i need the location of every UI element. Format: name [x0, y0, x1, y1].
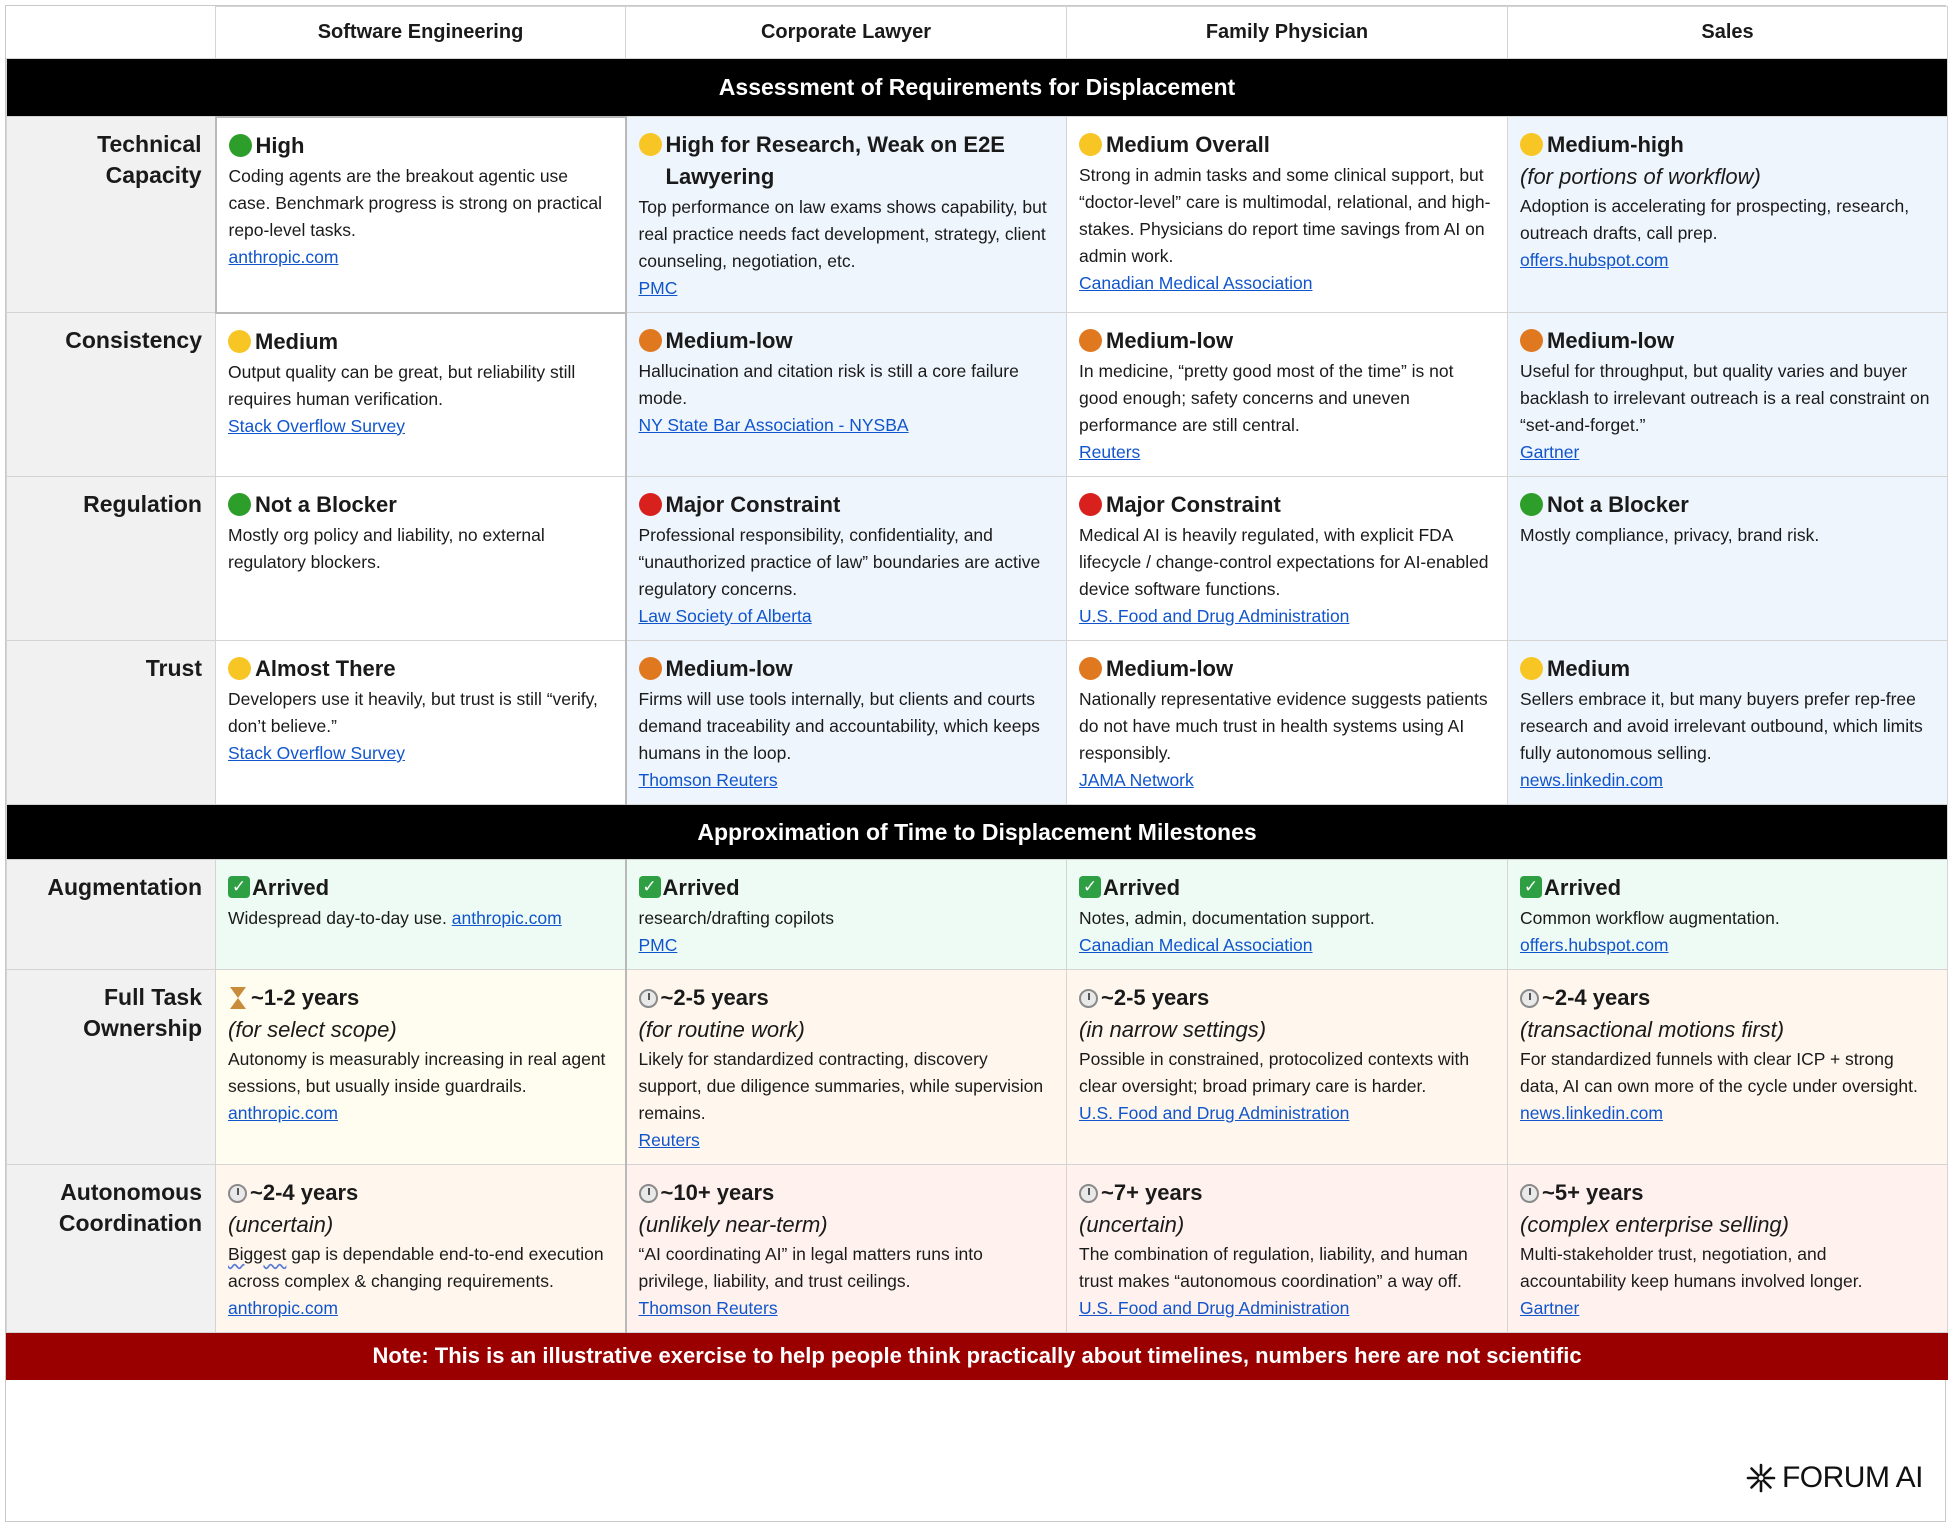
rating-label: Almost There: [255, 656, 396, 681]
column-header-family-physician: Family Physician: [1067, 7, 1508, 59]
check-icon: ✓: [1520, 876, 1542, 898]
yellow-circle-icon: [639, 133, 662, 156]
cell-heading: [639, 489, 1055, 521]
cell-description: [639, 194, 1055, 275]
source-link[interactable]: PMC: [638, 935, 678, 955]
description-text: Adoption is accelerating for prospecting, research, outreach drafts, call prep.: [1520, 196, 1910, 243]
description-text: The combination of regulation, liability, and human trust makes “autonomous coordination” a way off.: [1079, 1244, 1468, 1291]
source-link[interactable]: anthropic.com: [228, 1103, 338, 1123]
clock-icon: [1520, 989, 1539, 1008]
cell-heading: [228, 653, 613, 685]
clock-icon: [639, 1184, 658, 1203]
yellow-circle-icon: [1079, 133, 1102, 156]
source-link[interactable]: Thomson Reuters: [638, 1298, 778, 1318]
yellow-circle-icon: [1520, 133, 1543, 156]
description-text: Hallucination and citation risk is still a core failure mode.: [638, 361, 1019, 408]
cell-heading: [639, 982, 1055, 1014]
table-cell: [1508, 970, 1948, 1165]
table-cell: [216, 313, 626, 477]
table-row: [7, 313, 1948, 477]
table-cell: [216, 1165, 626, 1333]
cell-description: [1079, 1046, 1495, 1100]
cell-description: [229, 163, 613, 244]
cell-subheading: (unlikely near-term): [638, 1212, 828, 1237]
cell-heading: [639, 872, 1055, 904]
table-cell: [1508, 1165, 1948, 1333]
yellow-circle-icon: [228, 657, 251, 680]
cell-description: [1079, 686, 1495, 767]
cell-subheading: (transactional motions first): [1520, 1017, 1785, 1042]
hourglass-icon: [230, 987, 246, 1009]
source-link[interactable]: Reuters: [638, 1130, 700, 1150]
cell-description: [228, 1046, 613, 1100]
table-cell: [1508, 641, 1948, 805]
source-link[interactable]: Reuters: [1079, 442, 1141, 462]
cell-description: [1079, 162, 1495, 270]
description-text: Likely for standardized contracting, discovery support, due diligence summaries, while supervision remains.: [638, 1049, 1044, 1123]
description-text: Notes, admin, documentation support.: [1079, 908, 1375, 928]
source-link[interactable]: U.S. Food and Drug Administration: [1079, 1103, 1350, 1123]
table-cell: [626, 970, 1067, 1165]
table-cell: [626, 641, 1067, 805]
source-link[interactable]: news.linkedin.com: [1520, 1103, 1663, 1123]
column-header-sales: Sales: [1508, 7, 1948, 59]
cell-description: [1520, 1241, 1935, 1295]
orange-circle-icon: [639, 657, 662, 680]
section-title: Approximation of Time to Displacement Milestones: [7, 805, 1948, 860]
displacement-table: [6, 6, 1948, 1380]
rating-label: Medium Overall: [1106, 132, 1270, 157]
cell-description: [639, 686, 1055, 767]
cell-heading: [228, 489, 613, 521]
source-link[interactable]: U.S. Food and Drug Administration: [1079, 606, 1350, 626]
description-text: Top performance on law exams shows capability, but real practice needs fact development, strategy, client counseling, negotiation, etc.: [638, 197, 1047, 271]
description-text: Medical AI is heavily regulated, with explicit FDA lifecycle / change-control expectations for AI-enabled device software functions.: [1079, 525, 1489, 599]
table-cell: [216, 117, 626, 313]
cell-heading: [1520, 129, 1935, 161]
description-text: Nationally representative evidence suggests patients do not have much trust in health systems using AI responsibly.: [1079, 689, 1488, 763]
table-cell: [1508, 117, 1948, 313]
spellcheck-word: Biggest: [228, 1244, 287, 1264]
green-circle-icon: [228, 493, 251, 516]
source-link[interactable]: Stack Overflow Survey: [228, 415, 405, 436]
section-title: Assessment of Requirements for Displacement: [7, 59, 1948, 117]
cell-heading: [1079, 982, 1495, 1014]
description-text: research/drafting copilots: [638, 908, 835, 928]
cell-heading: [639, 1177, 1055, 1209]
description-text: Useful for throughput, but quality varies and buyer backlash to irrelevant outreach is a real constraint on “set-and-forget.”: [1520, 361, 1930, 435]
cell-subheading: (uncertain): [228, 1212, 334, 1237]
rating-label: ~2-4 years: [250, 1180, 359, 1205]
cell-heading: [639, 653, 1055, 685]
cell-description: [228, 905, 613, 932]
table-cell: [216, 970, 626, 1165]
description-text: Mostly compliance, privacy, brand risk.: [1520, 525, 1820, 545]
table-row: [7, 117, 1948, 313]
footer-logo-text: FORUM AI: [1781, 1461, 1923, 1494]
rating-label: ~2-5 years: [1101, 985, 1210, 1010]
cell-description: [639, 1241, 1055, 1295]
orange-circle-icon: [639, 329, 662, 352]
description-text: For standardized funnels with clear ICP + strong data, AI can own more of the cycle under oversight.: [1520, 1049, 1918, 1096]
table-cell: [1508, 313, 1948, 477]
clock-icon: [639, 989, 658, 1008]
source-link[interactable]: NY State Bar Association - NYSBA: [638, 415, 909, 435]
rating-label: Medium: [1547, 656, 1631, 681]
cell-description: [228, 686, 613, 740]
source-link[interactable]: Thomson Reuters: [638, 770, 778, 790]
cell-heading: [1520, 872, 1935, 904]
rating-label: ~10+ years: [660, 1180, 775, 1205]
description-text: Firms will use tools internally, but clients and courts demand traceability and accountability, which keeps humans in the loop.: [638, 689, 1040, 763]
rating-label: Medium-low: [1547, 328, 1675, 353]
rating-label: ~5+ years: [1542, 1180, 1644, 1205]
description-text: Possible in constrained, protocolized contexts with clear oversight; broad primary care is harder.: [1079, 1049, 1470, 1096]
orange-circle-icon: [1079, 329, 1102, 352]
yellow-circle-icon: [228, 330, 251, 353]
row-label-autonomous-coordination: Autonomous Coordination: [7, 1165, 216, 1333]
forum-ai-logo: [1746, 1461, 1923, 1495]
clock-icon: [1520, 1184, 1539, 1203]
cell-heading: [228, 1177, 613, 1209]
rating-label: ~2-5 years: [660, 985, 769, 1010]
rating-label: Medium-low: [1106, 328, 1234, 353]
red-circle-icon: [1079, 493, 1102, 516]
description-text: Output quality can be great, but reliability still requires human verification.: [228, 361, 576, 409]
table-cell: [626, 313, 1067, 477]
cell-heading: [1079, 872, 1495, 904]
cell-description: [639, 905, 1055, 932]
rating-label: ~2-4 years: [1542, 985, 1651, 1010]
cell-heading: [1520, 653, 1935, 685]
check-icon: ✓: [228, 876, 250, 898]
rating-label: Medium-high: [1547, 132, 1684, 157]
rating-label: Medium-low: [1106, 656, 1234, 681]
cell-subheading: (uncertain): [1079, 1212, 1185, 1237]
orange-circle-icon: [1079, 657, 1102, 680]
table-row: [7, 1165, 1948, 1333]
cell-description: [1520, 193, 1935, 247]
description-text: In medicine, “pretty good most of the time” is not good enough; safety concerns and uneven performance are still central.: [1079, 361, 1454, 435]
description-text: Strong in admin tasks and some clinical support, but “doctor-level” care is multimodal, relational, and high-stakes. Physicians do report time savings from AI on admin work.: [1079, 165, 1491, 266]
section-band-assessment: [7, 59, 1948, 117]
table-cell: [1067, 641, 1508, 805]
asterisk-logo-icon: [1746, 1463, 1776, 1493]
orange-circle-icon: [1520, 329, 1543, 352]
rating-label: Arrived: [662, 875, 740, 900]
column-header-row: [7, 7, 1948, 59]
source-link[interactable]: anthropic.com: [451, 908, 562, 928]
description-text: Coding agents are the breakout agentic use case. Benchmark progress is strong on practical repo-level tasks.: [228, 165, 602, 240]
table-cell: [1508, 477, 1948, 641]
column-header-software-engineering: Software Engineering: [216, 7, 626, 59]
cell-description: [228, 1241, 613, 1295]
rating-label: Major Constraint: [665, 492, 841, 517]
cell-heading: [1520, 325, 1935, 357]
rating-label: Medium-low: [665, 328, 793, 353]
table-cell: [216, 477, 626, 641]
cell-subheading: (complex enterprise selling): [1520, 1212, 1789, 1237]
rating-label: Arrived: [252, 875, 330, 900]
rating-label: Major Constraint: [1106, 492, 1281, 517]
table-cell: [626, 117, 1067, 313]
cell-heading: [1079, 653, 1495, 685]
rating-label: Medium-low: [665, 656, 793, 681]
cell-heading: [1079, 1177, 1495, 1209]
cell-description: [1520, 905, 1935, 932]
cell-heading: [1520, 982, 1935, 1014]
table-row: [7, 641, 1948, 805]
check-icon: ✓: [1079, 876, 1101, 898]
row-label-augmentation: Augmentation: [7, 860, 216, 970]
cell-description: [639, 522, 1055, 603]
cell-heading: [639, 325, 1055, 357]
source-link[interactable]: Canadian Medical Association: [1079, 273, 1313, 293]
clock-icon: [228, 1184, 247, 1203]
description-text: Sellers embrace it, but many buyers prefer rep-free research and avoid irrelevant outbound, which limits fully autonomous selling.: [1520, 689, 1923, 763]
cell-description: [1520, 522, 1935, 549]
cell-subheading: (for select scope): [228, 1017, 397, 1042]
cell-heading: [229, 130, 613, 162]
table-cell: [1067, 117, 1508, 313]
table-cell: [626, 477, 1067, 641]
description-text: Autonomy is measurably increasing in real agent sessions, but usually inside guardrails.: [228, 1049, 606, 1096]
cell-description: [1520, 686, 1935, 767]
table-row: [7, 970, 1948, 1165]
cell-description: [639, 1046, 1055, 1127]
cell-description: [1520, 358, 1935, 439]
cell-heading: [228, 872, 613, 904]
note-band: [7, 1333, 1948, 1380]
description-text: Widespread day-to-day use.: [228, 908, 447, 928]
table-cell: [1067, 313, 1508, 477]
cell-heading: [228, 982, 613, 1014]
rating-label: Not a Blocker: [1547, 492, 1689, 517]
table-row: [7, 477, 1948, 641]
source-link[interactable]: anthropic.com: [228, 246, 339, 267]
cell-heading: [1520, 489, 1935, 521]
cell-description: [1079, 1241, 1495, 1295]
table-cell: [216, 860, 626, 970]
cell-heading: [1079, 325, 1495, 357]
cell-heading: [1520, 1177, 1935, 1209]
cell-heading: [228, 326, 613, 358]
check-icon: ✓: [639, 876, 661, 898]
cell-description: [1079, 905, 1495, 932]
source-link[interactable]: Law Society of Alberta: [638, 606, 812, 626]
cell-heading: [1079, 129, 1495, 161]
description-text: Professional responsibility, confidentiality, and “unauthorized practice of law” boundaries are active regulatory concerns.: [638, 525, 1041, 599]
rating-label: Not a Blocker: [255, 492, 397, 517]
cell-description: [639, 358, 1055, 412]
source-link[interactable]: U.S. Food and Drug Administration: [1079, 1298, 1350, 1318]
cell-description: [1079, 522, 1495, 603]
section-band-timeline: [7, 805, 1948, 860]
table-cell: [1067, 860, 1508, 970]
source-link[interactable]: offers.hubspot.com: [1520, 250, 1669, 270]
table-cell: [1067, 1165, 1508, 1333]
row-label-regulation: Regulation: [7, 477, 216, 641]
rating-label: ~1-2 years: [251, 985, 360, 1010]
source-link[interactable]: Gartner: [1520, 442, 1580, 462]
red-circle-icon: [639, 493, 662, 516]
source-link[interactable]: Gartner: [1520, 1298, 1580, 1318]
source-link[interactable]: news.linkedin.com: [1520, 770, 1663, 790]
cell-description: [228, 522, 613, 576]
description-text: “AI coordinating AI” in legal matters runs into privilege, liability, and trust ceilings.: [638, 1244, 983, 1291]
source-link[interactable]: anthropic.com: [228, 1298, 338, 1318]
column-header-corporate-lawyer: Corporate Lawyer: [626, 7, 1067, 59]
rating-label: Arrived: [1103, 875, 1181, 900]
source-link[interactable]: PMC: [638, 278, 678, 298]
yellow-circle-icon: [1520, 657, 1543, 680]
corner-cell: [7, 7, 216, 59]
cell-description: [228, 359, 613, 413]
row-label-consistency: Consistency: [7, 313, 216, 477]
description-text: Developers use it heavily, but trust is still “verify, don’t believe.”: [228, 689, 598, 736]
rating-label: ~7+ years: [1101, 1180, 1203, 1205]
clock-icon: [1079, 1184, 1098, 1203]
cell-description: [1520, 1046, 1935, 1100]
description-text: Mostly org policy and liability, no external regulatory blockers.: [228, 525, 545, 572]
source-link[interactable]: offers.hubspot.com: [1520, 935, 1669, 955]
comparison-sheet: [5, 5, 1946, 1522]
cell-subheading: (in narrow settings): [1079, 1017, 1267, 1042]
source-link[interactable]: JAMA Network: [1079, 770, 1194, 790]
rating-label: High for Research, Weak on E2E Lawyering: [665, 132, 1005, 189]
table-cell: [1067, 477, 1508, 641]
green-circle-icon: [229, 134, 252, 157]
green-circle-icon: [1520, 493, 1543, 516]
cell-description: [1079, 358, 1495, 439]
description-text: gap is dependable end-to-end execution across complex & changing requirements.: [228, 1244, 604, 1291]
row-label-technical-capacity: Technical Capacity: [7, 117, 216, 313]
table-cell: [216, 641, 626, 805]
rating-label: High: [255, 132, 305, 158]
table-row: [7, 860, 1948, 970]
rating-label: Medium: [255, 328, 339, 354]
cell-subheading: (for routine work): [638, 1017, 805, 1042]
source-link[interactable]: Canadian Medical Association: [1079, 935, 1313, 955]
cell-subheading: (for portions of workflow): [1520, 164, 1761, 189]
source-link[interactable]: Stack Overflow Survey: [228, 743, 405, 763]
cell-heading: [639, 129, 1055, 193]
table-cell: [1067, 970, 1508, 1165]
table-cell: [626, 860, 1067, 970]
row-label-full-task-ownership: Full Task Ownership: [7, 970, 216, 1165]
rating-label: Arrived: [1544, 875, 1622, 900]
description-text: Common workflow augmentation.: [1520, 908, 1780, 928]
row-label-trust: Trust: [7, 641, 216, 805]
table-cell: [1508, 860, 1948, 970]
clock-icon: [1079, 989, 1098, 1008]
description-text: Multi-stakeholder trust, negotiation, and accountability keep humans involved longer.: [1520, 1244, 1863, 1291]
disclaimer-note: Note: This is an illustrative exercise to help people think practically about timelines, numbers here are not scientific: [7, 1333, 1948, 1380]
table-cell: [626, 1165, 1067, 1333]
cell-heading: [1079, 489, 1495, 521]
